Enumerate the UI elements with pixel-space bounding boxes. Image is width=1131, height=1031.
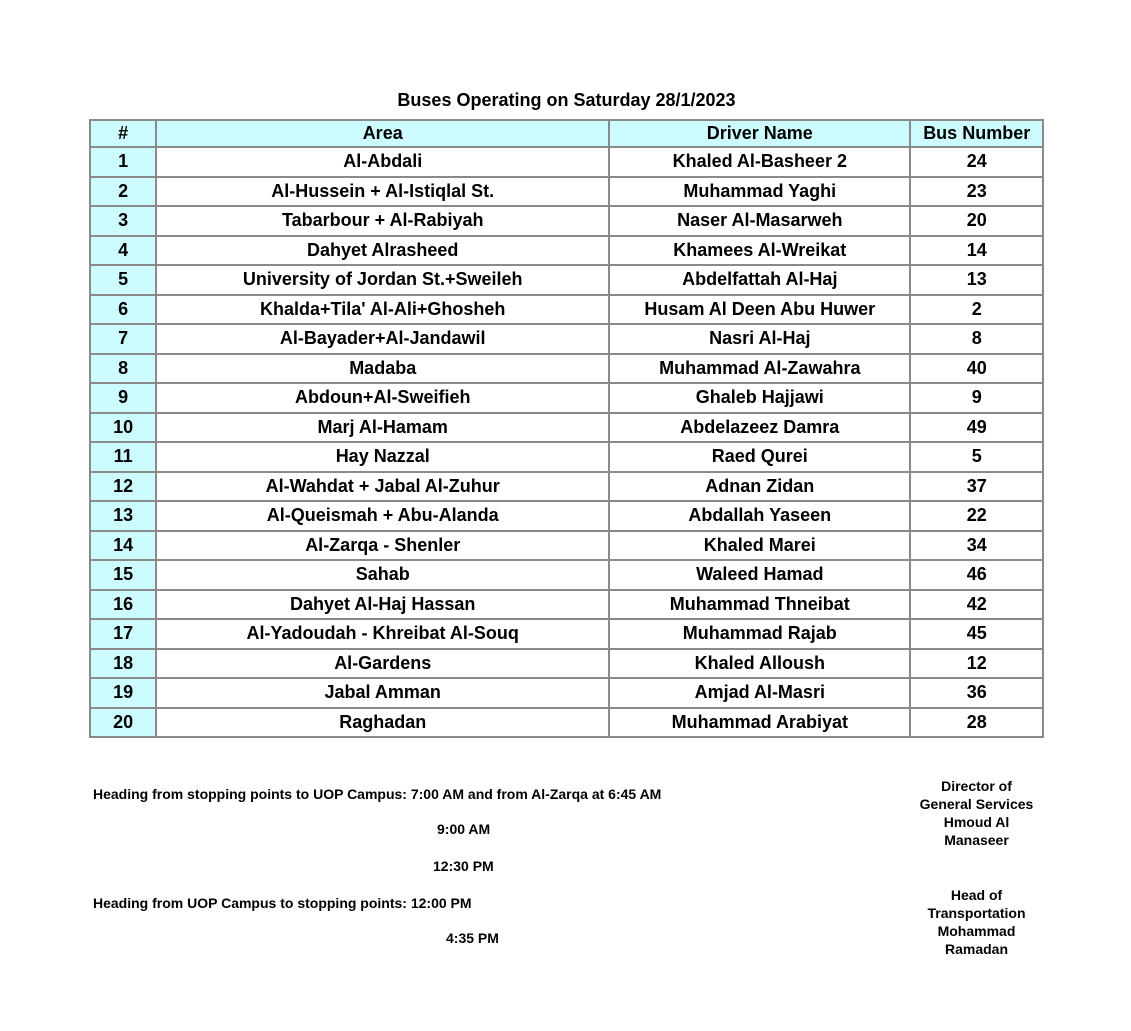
- area-cell: Al-Yadoudah - Khreibat Al-Souq: [156, 619, 609, 649]
- area-cell: Tabarbour + Al-Rabiyah: [156, 206, 609, 236]
- row-number-cell: 13: [90, 501, 156, 531]
- row-number-cell: 5: [90, 265, 156, 295]
- bus-number-cell: 37: [910, 472, 1043, 502]
- transport-line-1: Head of: [950, 887, 1003, 903]
- transport-line-2: Transportation: [927, 905, 1026, 921]
- table-row: [90, 649, 1043, 679]
- area-cell: Raghadan: [156, 708, 609, 738]
- bus-number-cell: 2: [910, 295, 1043, 325]
- driver-name-cell: Muhammad Rajab: [609, 619, 910, 649]
- bus-number-cell: 24: [910, 147, 1043, 177]
- row-number-cell: 19: [90, 678, 156, 708]
- row-number-cell: 12: [90, 472, 156, 502]
- area-cell: Al-Hussein + Al-Istiqlal St.: [156, 177, 609, 207]
- transport-line-3: Mohammad: [937, 923, 1016, 939]
- row-number-cell: 11: [90, 442, 156, 472]
- area-cell: Al-Zarqa - Shenler: [156, 531, 609, 561]
- row-number-cell: 17: [90, 619, 156, 649]
- table-row: [90, 678, 1043, 708]
- area-cell: Dahyet Alrasheed: [156, 236, 609, 266]
- row-number-cell: 10: [90, 413, 156, 443]
- driver-name-cell: Khaled Al-Basheer 2: [609, 147, 910, 177]
- bus-number-cell: 49: [910, 413, 1043, 443]
- bus-number-cell: 5: [910, 442, 1043, 472]
- note-time-2: 12:30 PM: [433, 858, 494, 874]
- note-time-3: 4:35 PM: [446, 930, 499, 946]
- bus-number-cell: 22: [910, 501, 1043, 531]
- row-number-cell: 3: [90, 206, 156, 236]
- area-cell: Al-Gardens: [156, 649, 609, 679]
- driver-name-cell: Muhammad Arabiyat: [609, 708, 910, 738]
- row-number-cell: 6: [90, 295, 156, 325]
- header-number: #: [90, 120, 156, 147]
- area-cell: Khalda+Tila' Al-Ali+Ghosheh: [156, 295, 609, 325]
- driver-name-cell: Khaled Alloush: [609, 649, 910, 679]
- table-row: [90, 501, 1043, 531]
- table-row: [90, 236, 1043, 266]
- table-row: [90, 354, 1043, 384]
- row-number-cell: 1: [90, 147, 156, 177]
- area-cell: Al-Queismah + Abu-Alanda: [156, 501, 609, 531]
- driver-name-cell: Husam Al Deen Abu Huwer: [609, 295, 910, 325]
- header-area: Area: [156, 120, 609, 147]
- driver-name-cell: Muhammad Al-Zawahra: [609, 354, 910, 384]
- table-row: [90, 619, 1043, 649]
- header-driver-name: Driver Name: [609, 120, 910, 147]
- note-time-1: 9:00 AM: [437, 821, 491, 837]
- transport-signature-block: [905, 886, 1048, 958]
- row-number-cell: 9: [90, 383, 156, 413]
- area-cell: Marj Al-Hamam: [156, 413, 609, 443]
- table-row: [90, 324, 1043, 354]
- table-row: [90, 265, 1043, 295]
- bus-number-cell: 42: [910, 590, 1043, 620]
- director-line-2: General Services: [919, 796, 1034, 812]
- transport-line-4: Ramadan: [944, 941, 1009, 957]
- director-signature-block: [905, 777, 1048, 849]
- row-number-cell: 7: [90, 324, 156, 354]
- area-cell: Hay Nazzal: [156, 442, 609, 472]
- bus-number-cell: 14: [910, 236, 1043, 266]
- bus-number-cell: 20: [910, 206, 1043, 236]
- bus-schedule-table: [89, 119, 1044, 738]
- table-row: [90, 413, 1043, 443]
- table-row: [90, 472, 1043, 502]
- driver-name-cell: Abdelazeez Damra: [609, 413, 910, 443]
- bus-number-cell: 46: [910, 560, 1043, 590]
- table-row: [90, 708, 1043, 738]
- director-line-1: Director of: [941, 778, 1012, 794]
- table-row: [90, 383, 1043, 413]
- row-number-cell: 18: [90, 649, 156, 679]
- area-cell: Al-Wahdat + Jabal Al-Zuhur: [156, 472, 609, 502]
- table-row: [90, 442, 1043, 472]
- bus-number-cell: 13: [910, 265, 1043, 295]
- area-cell: Sahab: [156, 560, 609, 590]
- row-number-cell: 20: [90, 708, 156, 738]
- driver-name-cell: Amjad Al-Masri: [609, 678, 910, 708]
- driver-name-cell: Naser Al-Masarweh: [609, 206, 910, 236]
- driver-name-cell: Nasri Al-Haj: [609, 324, 910, 354]
- page-title: Buses Operating on Saturday 28/1/2023: [397, 90, 736, 110]
- row-number-cell: 14: [90, 531, 156, 561]
- table-row: [90, 531, 1043, 561]
- bus-number-cell: 12: [910, 649, 1043, 679]
- row-number-cell: 15: [90, 560, 156, 590]
- driver-name-cell: Waleed Hamad: [609, 560, 910, 590]
- area-cell: Abdoun+Al-Sweifieh: [156, 383, 609, 413]
- table-row: [90, 560, 1043, 590]
- row-number-cell: 16: [90, 590, 156, 620]
- driver-name-cell: Adnan Zidan: [609, 472, 910, 502]
- area-cell: Al-Bayader+Al-Jandawil: [156, 324, 609, 354]
- bus-number-cell: 9: [910, 383, 1043, 413]
- area-cell: Al-Abdali: [156, 147, 609, 177]
- area-cell: Jabal Amman: [156, 678, 609, 708]
- table-row: [90, 177, 1043, 207]
- bus-number-cell: 36: [910, 678, 1043, 708]
- driver-name-cell: Khaled Marei: [609, 531, 910, 561]
- driver-name-cell: Muhammad Thneibat: [609, 590, 910, 620]
- area-cell: Dahyet Al-Haj Hassan: [156, 590, 609, 620]
- driver-name-cell: Raed Qurei: [609, 442, 910, 472]
- driver-name-cell: Ghaleb Hajjawi: [609, 383, 910, 413]
- table-row: [90, 206, 1043, 236]
- row-number-cell: 8: [90, 354, 156, 384]
- director-line-4: Manaseer: [944, 832, 1009, 848]
- row-number-cell: 4: [90, 236, 156, 266]
- director-line-3: Hmoud Al: [943, 814, 1010, 830]
- bus-number-cell: 8: [910, 324, 1043, 354]
- driver-name-cell: Muhammad Yaghi: [609, 177, 910, 207]
- table-row: [90, 295, 1043, 325]
- bus-number-cell: 40: [910, 354, 1043, 384]
- driver-name-cell: Khamees Al-Wreikat: [609, 236, 910, 266]
- bus-number-cell: 45: [910, 619, 1043, 649]
- area-cell: Madaba: [156, 354, 609, 384]
- table-header-row: [90, 120, 1043, 147]
- table-row: [90, 147, 1043, 177]
- header-bus-number: Bus Number: [910, 120, 1043, 147]
- row-number-cell: 2: [90, 177, 156, 207]
- driver-name-cell: Abdelfattah Al-Haj: [609, 265, 910, 295]
- bus-number-cell: 23: [910, 177, 1043, 207]
- table-row: [90, 590, 1043, 620]
- driver-name-cell: Abdallah Yaseen: [609, 501, 910, 531]
- bus-number-cell: 28: [910, 708, 1043, 738]
- note-to-campus: Heading from stopping points to UOP Campus: 7:00 AM and from Al-Zarqa at 6:45 AM: [93, 786, 662, 802]
- bus-number-cell: 34: [910, 531, 1043, 561]
- area-cell: University of Jordan St.+Sweileh: [156, 265, 609, 295]
- note-from-campus: Heading from UOP Campus to stopping points: 12:00 PM: [93, 895, 472, 911]
